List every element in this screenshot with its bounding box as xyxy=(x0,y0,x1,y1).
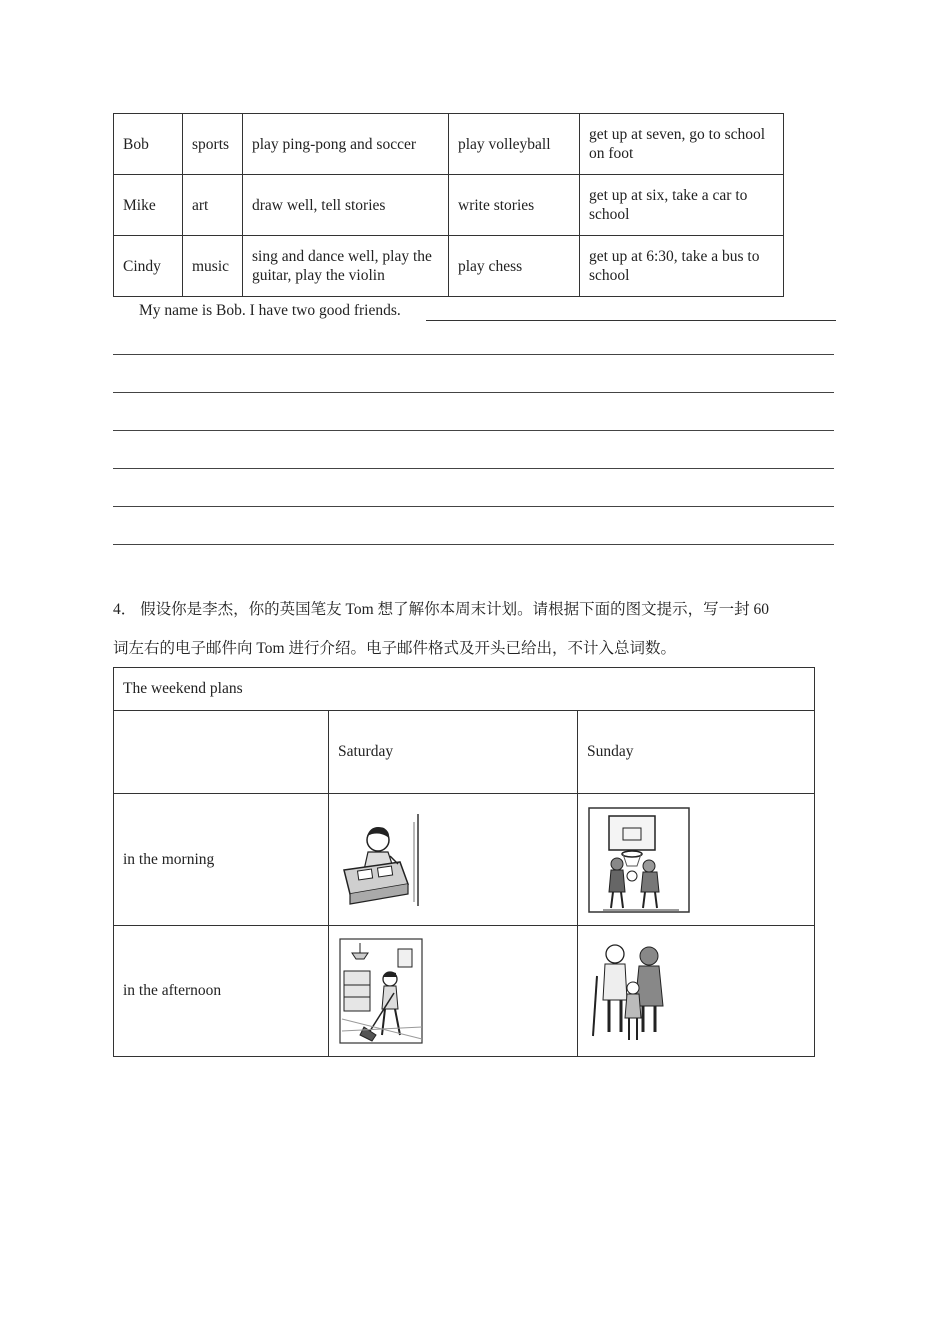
table-row xyxy=(114,926,815,1057)
boy-sweeping-floor-picture xyxy=(338,935,424,1047)
table-cell: sing and dance well, play the guitar, play the violin xyxy=(243,236,449,297)
table-cell: play volleyball xyxy=(449,114,580,175)
table-cell: sports xyxy=(183,114,243,175)
friends-table xyxy=(113,113,784,297)
table-cell: Cindy xyxy=(114,236,183,297)
table-row xyxy=(114,668,815,711)
table-cell: Mike xyxy=(114,175,183,236)
table-row xyxy=(114,711,815,794)
empty-cell xyxy=(114,711,329,794)
column-header-saturday: Saturday xyxy=(329,711,578,794)
row-header-afternoon: in the afternoon xyxy=(114,926,329,1057)
answer-line[interactable] xyxy=(426,320,836,321)
answer-line[interactable] xyxy=(113,544,834,545)
playing-basketball-picture xyxy=(587,806,691,914)
table-cell: get up at six, take a car to school xyxy=(580,175,784,236)
task-instruction-line2: 词左右的电子邮件向 Tom 进行介绍。电子邮件格式及开头已给出，不计入总词数。 xyxy=(113,640,676,657)
answer-line[interactable] xyxy=(113,430,834,431)
table-row xyxy=(114,175,784,236)
table-cell: music xyxy=(183,236,243,297)
table-cell: draw well, tell stories xyxy=(243,175,449,236)
row-header-morning: in the morning xyxy=(114,794,329,926)
task-instruction-line1: 4． 假设你是李杰，你的英国笔友 Tom 想了解你本周末计划。请根据下面的图文提示，写一封 60 xyxy=(113,601,769,618)
table-cell: Bob xyxy=(114,114,183,175)
table-cell: play ping-pong and soccer xyxy=(243,114,449,175)
column-header-sunday: Sunday xyxy=(578,711,815,794)
table-cell: get up at 6:30, take a bus to school xyxy=(580,236,784,297)
answer-line[interactable] xyxy=(113,506,834,507)
intro-sentence: My name is Bob. I have two good friends. xyxy=(139,302,401,319)
table-row xyxy=(114,236,784,297)
table-cell: art xyxy=(183,175,243,236)
picture-cell xyxy=(578,926,815,1057)
table-cell: write stories xyxy=(449,175,580,236)
visiting-grandparents-picture xyxy=(587,936,677,1046)
picture-cell xyxy=(329,794,578,926)
picture-cell xyxy=(329,926,578,1057)
picture-cell xyxy=(578,794,815,926)
boy-studying-at-desk-picture xyxy=(338,812,422,908)
answer-line[interactable] xyxy=(113,468,834,469)
answer-line[interactable] xyxy=(113,354,834,355)
table-cell: play chess xyxy=(449,236,580,297)
weekend-plans-table xyxy=(113,667,815,1057)
table-row xyxy=(114,794,815,926)
table-title: The weekend plans xyxy=(114,668,815,711)
table-row xyxy=(114,114,784,175)
answer-line[interactable] xyxy=(113,392,834,393)
table-cell: get up at seven, go to school on foot xyxy=(580,114,784,175)
